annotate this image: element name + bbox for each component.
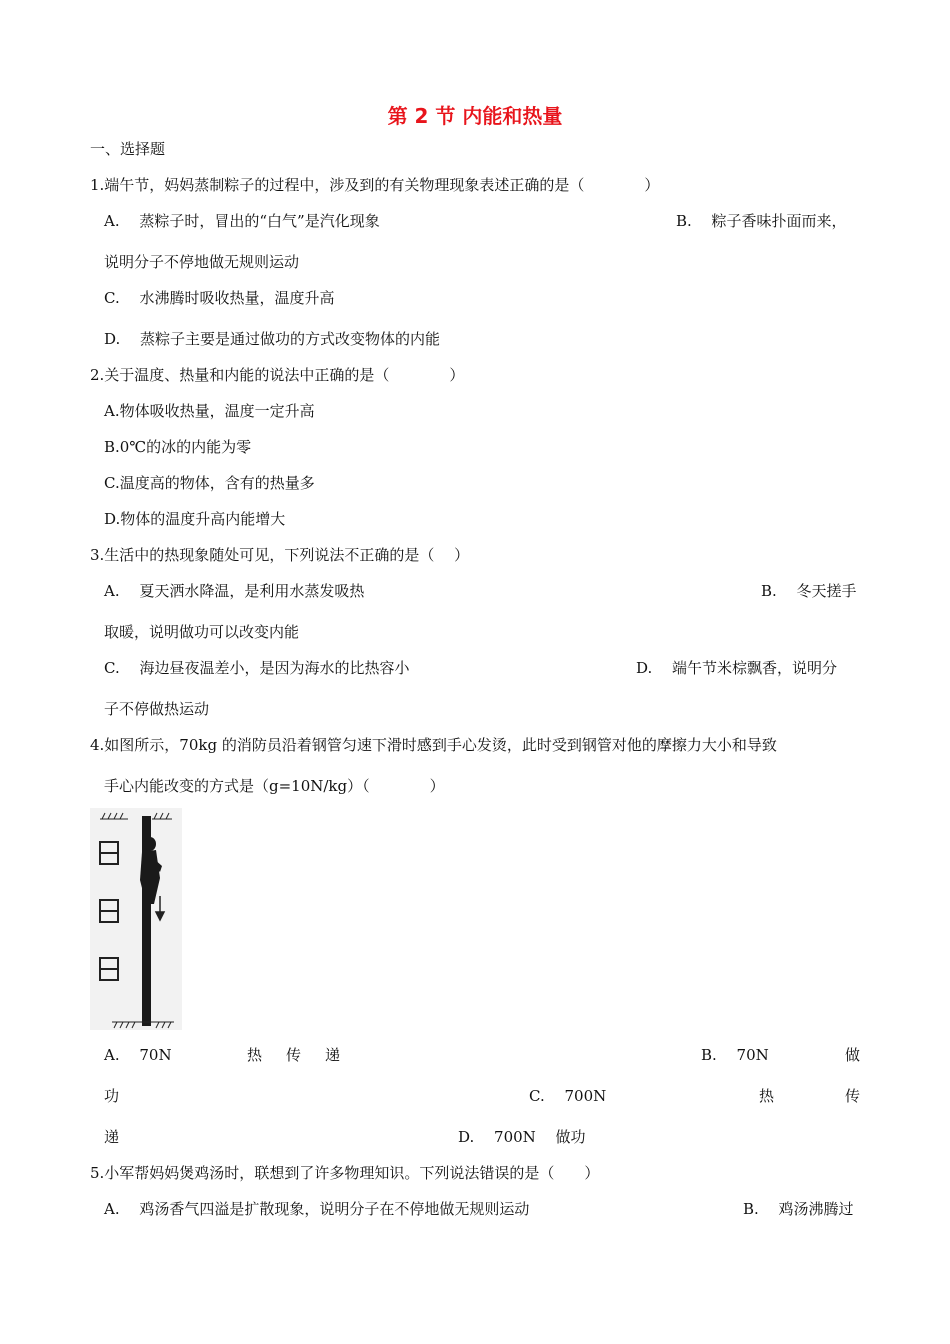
question-2-option-a: A.物体吸收热量，温度一定升高 (104, 402, 315, 420)
question-5-option-a: A. 鸡汤香气四溢是扩散现象，说明分子在不停地做无规则运动 (104, 1200, 530, 1218)
question-3-stem: 3.生活中的热现象随处可见，下列说法不正确的是（ ） (90, 546, 470, 564)
question-2-stem: 2.关于温度、热量和内能的说法中正确的是（ ） (90, 366, 465, 384)
question-4-option-a-text-2: 传 (286, 1046, 302, 1064)
question-3-option-d-cont: 子不停做热运动 (104, 700, 210, 718)
question-1-option-a: A. 蒸粽子时，冒出的“白气”是汽化现象 (104, 212, 380, 230)
question-2-option-b: B.0℃的冰的内能为零 (104, 438, 252, 456)
section-heading: 一、选择题 (90, 140, 166, 158)
question-4-option-a-text-3: 递 (325, 1046, 341, 1064)
question-4-option-c-text-2: 传 (845, 1087, 861, 1105)
question-3-option-a: A. 夏天洒水降温，是利用水蒸发吸热 (104, 582, 365, 600)
question-4-option-b-text-1: 做 (845, 1046, 861, 1064)
question-3-option-b-cont: 取暖，说明做功可以改变内能 (104, 623, 300, 641)
question-4-option-c-text-3: 递 (104, 1128, 120, 1146)
question-3-option-b: B. 冬天搓手 (761, 582, 857, 600)
question-5-stem: 5.小军帮妈妈煲鸡汤时，联想到了许多物理知识。下列说法错误的是（ ） (90, 1164, 600, 1182)
question-2-option-c: C.温度高的物体，含有的热量多 (104, 474, 315, 492)
question-4-option-b-text-2: 功 (104, 1087, 120, 1105)
question-4-option-c-label: C. 700N (529, 1087, 607, 1105)
page-title: 第 2 节 内能和热量 (387, 104, 563, 128)
question-1-option-c: C. 水沸腾时吸收热量，温度升高 (104, 289, 335, 307)
question-4-option-a-text-1: 热 (247, 1046, 263, 1064)
question-2-option-d: D.物体的温度升高内能增大 (104, 510, 286, 528)
question-4-stem-line-1: 4.如图所示，70kg 的消防员沿着钢管匀速下滑时感到手心发烫，此时受到钢管对他的摩擦力大小和导致 (90, 736, 777, 754)
question-4-option-b-label: B. 70N (701, 1046, 769, 1064)
question-1-stem: 1.端午节，妈妈蒸制粽子的过程中，涉及到的有关物理现象表述正确的是（ ） (90, 176, 660, 194)
question-1-option-b-cont: 说明分子不停地做无规则运动 (104, 253, 300, 271)
question-4-stem-line-2: 手心内能改变的方式是（g=10N/kg）（ ） (104, 777, 445, 795)
question-1-option-b: B. 粽子香味扑面而来， (676, 212, 847, 230)
question-3-option-c: C. 海边昼夜温差小，是因为海水的比热容小 (104, 659, 410, 677)
question-4-option-c-text-1: 热 (759, 1087, 775, 1105)
question-3-option-d: D. 端午节米棕飘香，说明分 (636, 659, 838, 677)
firefighter-pole-figure (90, 808, 182, 1030)
question-1-option-d: D. 蒸粽子主要是通过做功的方式改变物体的内能 (104, 330, 441, 348)
question-5-option-b: B. 鸡汤沸腾过 (743, 1200, 854, 1218)
question-4-option-d: D. 700N 做功 (458, 1128, 586, 1146)
question-4-option-a-label: A. 70N (104, 1046, 172, 1064)
